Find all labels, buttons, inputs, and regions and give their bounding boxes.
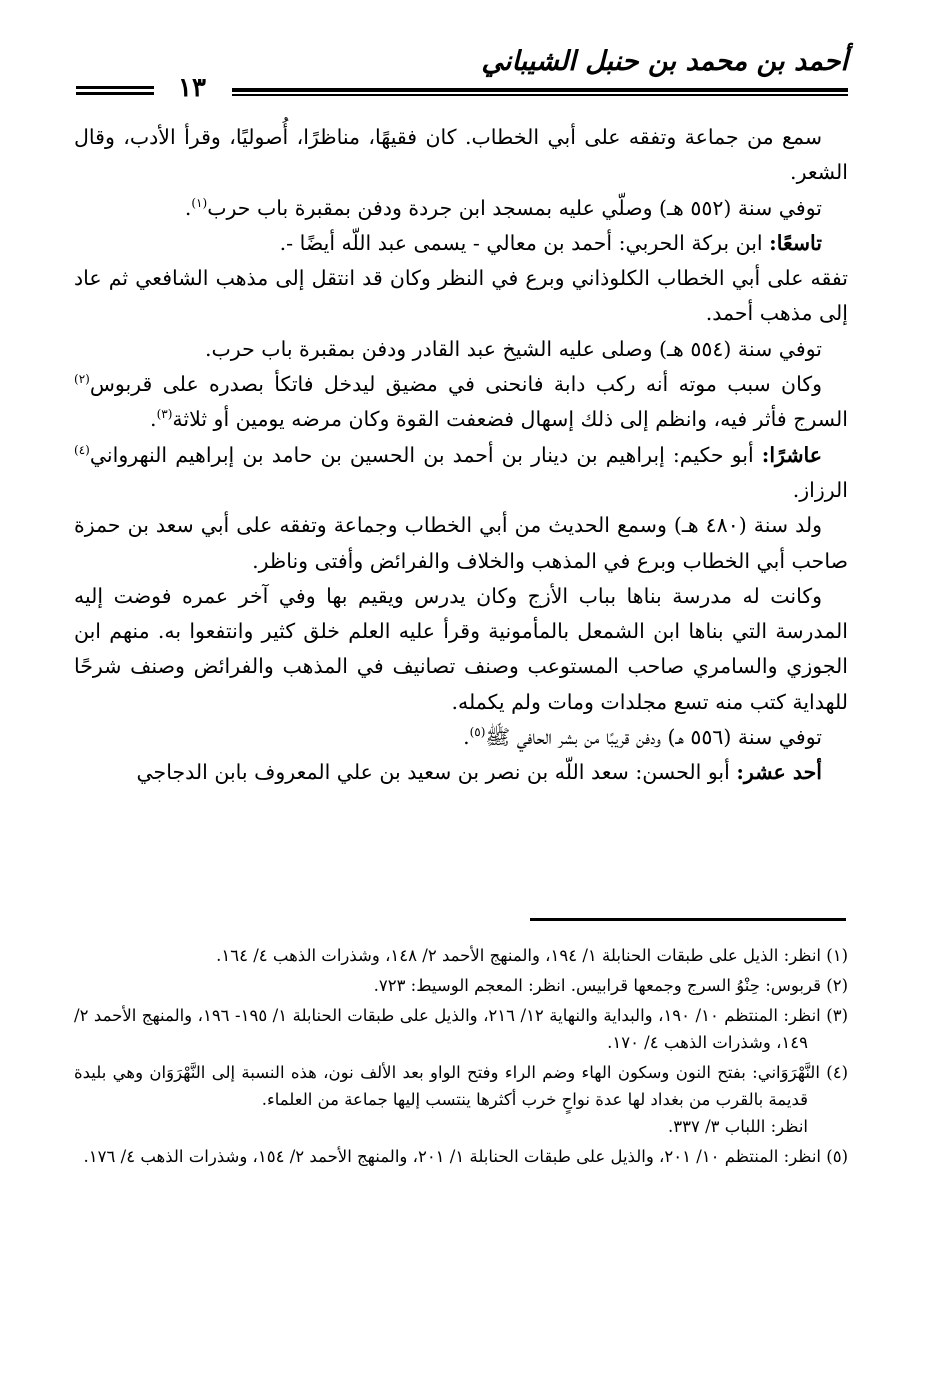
header-rule-left xyxy=(76,86,154,89)
paragraph: سمع من جماعة وتفقه على أبي الخطاب. كان فقيهًا، مناظرًا، أُصوليًا، وقرأ الأدب، وقال الشعر. xyxy=(74,125,848,185)
text-run: السرج فأثر فيه، وانظم إلى ذلك إسهال فضعفت القوة وكان مرضه يومين أو ثلاثة xyxy=(172,407,848,432)
header-rule-left-2 xyxy=(76,92,154,95)
footnote-separator xyxy=(530,918,846,921)
section-label: تاسعًا: xyxy=(769,230,822,255)
text-run: . xyxy=(463,725,470,750)
text-run: توفي سنة (٥٥٢ هـ) وصلّي عليه بمسجد ابن جردة ودفن بمقبرة باب حرب xyxy=(207,195,822,220)
paragraph: تفقه على أبي الخطاب الكلوذاني وبرع في النظر وكان قد انتقل إلى مذهب الشافعي ثم عاد إلى مذهب أحمد. xyxy=(74,266,848,326)
text-run: أبو حكيم: إبراهيم بن دينار بن أحمد بن الحسين بن حامد بن إبراهيم النهرواني xyxy=(89,442,762,467)
header-rule-thin xyxy=(232,94,848,96)
footnote-ref[interactable]: (١) xyxy=(191,195,208,210)
paragraph xyxy=(74,191,848,226)
section-label: أحد عشر: xyxy=(736,760,822,785)
footnote: (١) انظر: الذيل على طبقات الحنابلة ١/ ١٩٤، والمنهج الأحمد ٢/ ١٤٨، وشذرات الذهب ٤/ ١٦٤. xyxy=(216,946,848,965)
footnote-ref[interactable]: (٢) xyxy=(74,372,90,387)
paragraph xyxy=(74,720,848,755)
footnote: (٥) انظر: المنتظم ١٠/ ٢٠١، والذيل على طبقات الحنابلة ١/ ٢٠١، والمنهج الأحمد ٢/ ١٥٤، وشذرات الذهب ٤/ ١٧٦. xyxy=(83,1147,848,1166)
main-text xyxy=(74,120,848,910)
footnote-ref[interactable]: (٥) xyxy=(469,725,486,740)
text-run: توفي سنة (٥٥٦ هـ) ودفن قريبًا من بشر الحافي ﷺ xyxy=(485,725,822,750)
paragraph: ولد سنة (٤٨٠ هـ) وسمع الحديث من أبي الخطاب وجماعة وتفقه على أبي سعد بن حمزة صاحب أبي الخطاب وبرع في المذهب والخلاف والفرائض وأفتى وناظر. xyxy=(74,513,848,573)
text-run: الرزاز. xyxy=(792,477,848,502)
text-run: . xyxy=(184,195,192,220)
footnote-source: انظر: اللباب ٣/ ٣٣٧. xyxy=(667,1117,808,1136)
text-run: أبو الحسن: سعد اللّه بن نصر بن سعيد بن علي المعروف بابن الدجاجي xyxy=(136,760,737,785)
text-run: ابن بركة الحربي: أحمد بن معالي - يسمى عبد اللّه أيضًا -. xyxy=(279,230,770,255)
paragraph xyxy=(74,226,848,261)
paragraph xyxy=(74,367,848,438)
paragraph: وكانت له مدرسة بناها بباب الأزج وكان يدرس ويقيم بها وفي آخر عمره فوضت إليه المدرسة التي بناها ابن الشمعل بالمأمونية وقرأ عليه العلم خلق كثير وانتفعوا به. منهم ابن الجوزي والسامري صاحب المستوعب وصنف تصانيف في المذهب والفرائض وصنف شرحًا للهداية كتب منه تسع مجلدات ومات ولم يكمله. xyxy=(74,583,848,714)
footnote: (٣) انظر: المنتظم ١٠/ ١٩٠، والبداية والنهاية ١٢/ ٢١٦، والذيل على طبقات الحنابلة ١/ ١٩٥- ١٩٦، والمنهج الأحمد ٢/ ١٤٩، وشذرات الذهب ٤/ ١٧٠. xyxy=(74,1006,848,1052)
paragraph xyxy=(74,438,848,509)
footnote-text: (٤) النَّهْرَوَاني: بفتح النون وسكون الهاء وضم الراء وفتح الواو بعد الألف نون، هذه النسبة إلى النَّهْرَوَان وهي بليدة قديمة بالقرب من بغداد لها عدة نواحٍ خرب أكثرها ينتسب إليها جماعة من العلماء. xyxy=(74,1063,848,1109)
page-number: ١٣ xyxy=(178,73,206,103)
footnote-ref[interactable]: (٣) xyxy=(156,407,173,422)
footnotes xyxy=(74,942,848,1322)
text-run: وكان سبب موته أنه ركب دابة فانحنى في مضيق ليدخل فاتكأ بصدره على قربوس xyxy=(89,372,822,397)
header-rule xyxy=(232,88,848,92)
footnote-ref[interactable]: (٤) xyxy=(74,442,90,457)
paragraph xyxy=(74,755,848,790)
text-run: . xyxy=(150,407,157,432)
running-header-title: أحمد بن محمد بن حنبل الشيباني xyxy=(481,46,848,77)
section-label: عاشرًا: xyxy=(761,442,822,467)
paragraph: توفي سنة (٥٥٤ هـ) وصلى عليه الشيخ عبد القادر ودفن بمقبرة باب حرب. xyxy=(204,336,822,361)
footnote: (٢) قربوس: حِنْوُ السرج وجمعها قرابيس. انظر: المعجم الوسيط: ٧٢٣. xyxy=(373,976,848,995)
footnote xyxy=(74,1059,848,1140)
